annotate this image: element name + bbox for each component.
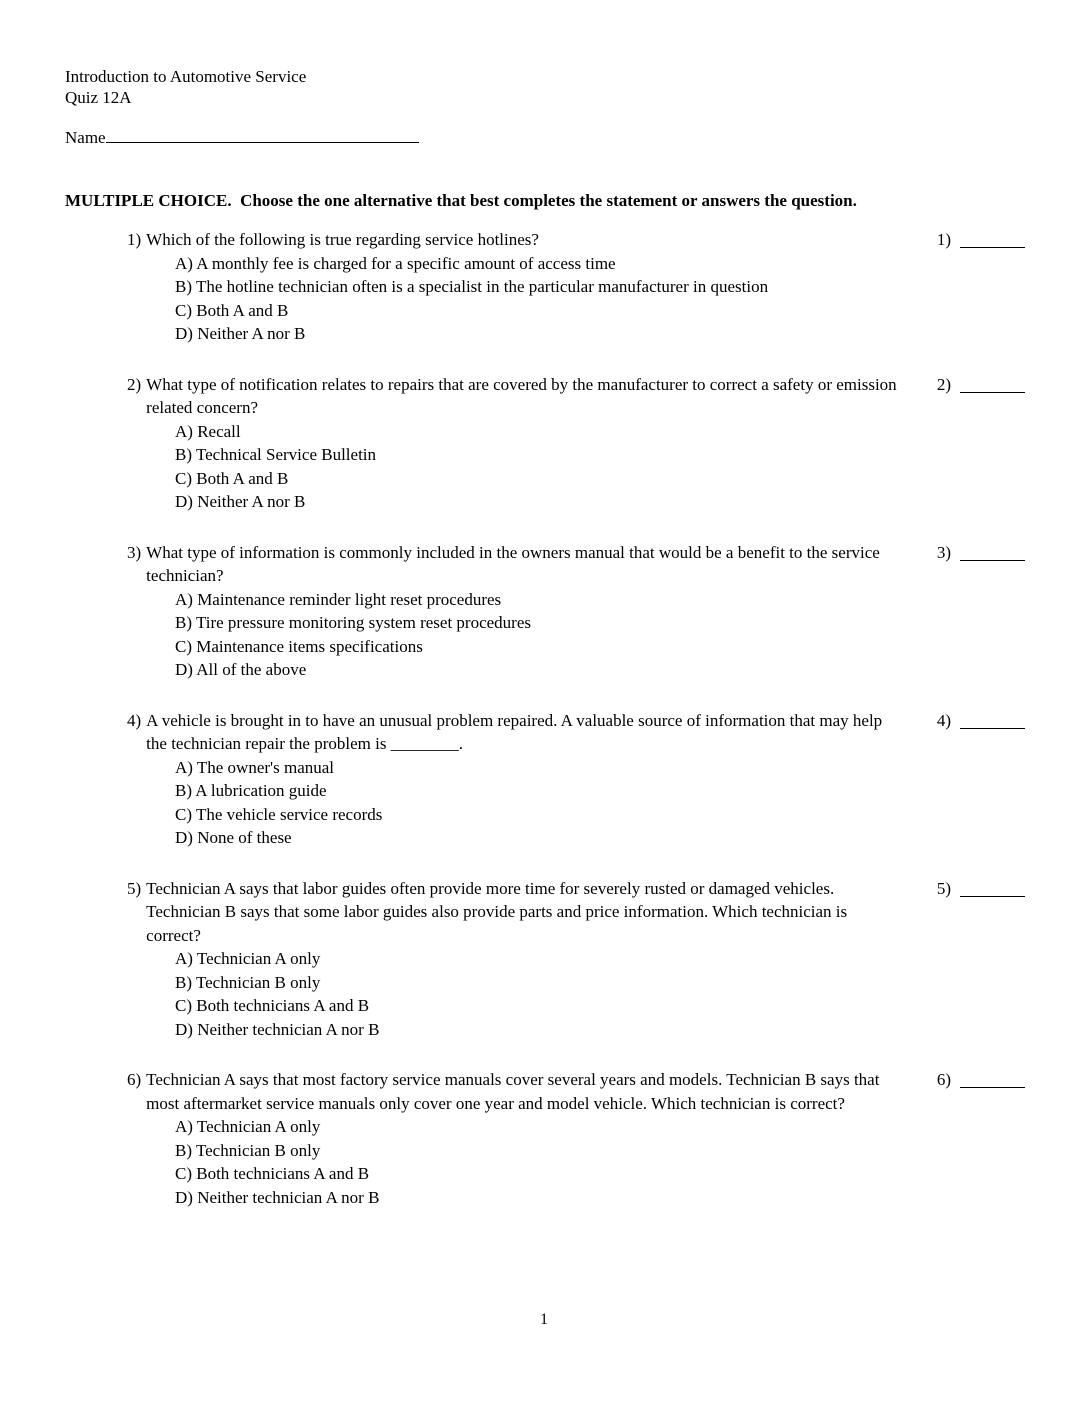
option-c: C) Both A and B bbox=[175, 300, 289, 320]
option-b: B) Technician B only bbox=[175, 972, 321, 992]
option-d: D) None of these bbox=[175, 828, 292, 847]
question-main bbox=[127, 877, 899, 1042]
answer-blank-line bbox=[960, 1068, 1025, 1088]
question-text bbox=[127, 373, 899, 420]
option-d: D) Neither A nor B bbox=[175, 492, 306, 511]
question-text bbox=[127, 1068, 899, 1115]
answer-area bbox=[937, 877, 1025, 901]
question-stem: Technician A says that most factory service manuals cover several years and models. Technician B says that most aftermarket service manuals only cover one year and model vehicle. Which technician is correct? bbox=[146, 1070, 880, 1113]
option-b: B) Tire pressure monitoring system reset procedures bbox=[175, 613, 531, 632]
course-title: Introduction to Automotive Service bbox=[65, 67, 307, 86]
question-block-6 bbox=[65, 1068, 1025, 1209]
option-d: D) All of the above bbox=[175, 660, 307, 679]
question-text bbox=[127, 541, 899, 588]
question-number: 3) bbox=[127, 542, 142, 562]
name-label: Name bbox=[65, 128, 106, 147]
question-text bbox=[127, 228, 899, 252]
option-a: A) Technician A only bbox=[175, 1117, 321, 1136]
answer-number: 6) bbox=[936, 1070, 951, 1089]
answer-number: 3) bbox=[936, 542, 951, 562]
option-b: B) A lubrication guide bbox=[175, 781, 327, 800]
name-row bbox=[65, 125, 1025, 148]
question-main bbox=[127, 1068, 899, 1209]
answer-area bbox=[937, 1068, 1025, 1092]
question-stem: Technician A says that labor guides often provide more time for severely rusted or damaged vehicles. Technician B says that some labor guides also provide parts and price information. Which technician is correct? bbox=[146, 878, 848, 945]
answer-area bbox=[937, 373, 1025, 397]
question-main bbox=[127, 541, 899, 682]
question-number: 5) bbox=[127, 878, 142, 898]
question-stem: What type of notification relates to repairs that are covered by the manufacturer to correct a safety or emission related concern? bbox=[146, 374, 897, 417]
option-a: A) The owner's manual bbox=[175, 757, 335, 777]
option-d: D) Neither A nor B bbox=[175, 324, 306, 343]
option-c: C) The vehicle service records bbox=[175, 804, 383, 824]
question-number: 2) bbox=[127, 374, 142, 394]
quiz-title: Quiz 12A bbox=[65, 88, 132, 107]
question-number: 6) bbox=[127, 1070, 142, 1089]
question-block-1 bbox=[65, 228, 1025, 346]
name-blank-line bbox=[106, 125, 419, 143]
option-a: A) Technician A only bbox=[175, 949, 321, 968]
option-b: B) Technical Service Bulletin bbox=[175, 445, 377, 464]
question-stem: A vehicle is brought in to have an unusual problem repaired. A valuable source of information that may help the technician repair the problem is ________. bbox=[146, 710, 883, 753]
answer-blank-line bbox=[960, 877, 1025, 897]
answer-blank-line bbox=[960, 709, 1025, 729]
option-c: C) Maintenance items specifications bbox=[175, 636, 423, 656]
questions-list bbox=[65, 228, 1025, 1209]
question-stem: Which of the following is true regarding service hotlines? bbox=[146, 230, 539, 249]
option-d: D) Neither technician A nor B bbox=[175, 1187, 380, 1207]
answer-blank-line bbox=[960, 228, 1025, 248]
answer-number: 5) bbox=[936, 878, 951, 898]
answer-blank-line bbox=[960, 373, 1025, 393]
answer-area bbox=[937, 709, 1025, 733]
answer-number: 4) bbox=[936, 710, 951, 730]
answer-number: 1) bbox=[936, 230, 951, 249]
question-block-3 bbox=[65, 541, 1025, 682]
option-c: C) Both technicians A and B bbox=[175, 1164, 370, 1183]
option-b: B) The hotline technician often is a specialist in the particular manufacturer in question bbox=[175, 277, 769, 296]
instructions: MULTIPLE CHOICE. Choose the one alternative that best completes the statement or answers the question. bbox=[65, 191, 857, 210]
option-a: A) Maintenance reminder light reset procedures bbox=[175, 589, 502, 609]
question-block-2 bbox=[65, 373, 1025, 514]
question-block-4 bbox=[65, 709, 1025, 850]
question-main bbox=[127, 373, 899, 514]
question-text bbox=[127, 709, 899, 756]
answer-blank-line bbox=[960, 541, 1025, 561]
question-stem: What type of information is commonly included in the owners manual that would be a benefit to the service technician? bbox=[146, 542, 880, 585]
answer-area bbox=[937, 228, 1025, 252]
page-number: 1 bbox=[540, 1311, 548, 1328]
question-number: 4) bbox=[127, 710, 142, 730]
option-a: A) Recall bbox=[175, 421, 241, 441]
question-block-5 bbox=[65, 877, 1025, 1042]
question-number: 1) bbox=[127, 230, 142, 249]
question-main bbox=[127, 709, 899, 850]
option-c: C) Both technicians A and B bbox=[175, 996, 370, 1015]
option-d: D) Neither technician A nor B bbox=[175, 1019, 380, 1039]
question-main bbox=[127, 228, 899, 346]
answer-area bbox=[937, 541, 1025, 565]
answer-number: 2) bbox=[936, 374, 951, 394]
option-b: B) Technician B only bbox=[175, 1140, 321, 1160]
option-c: C) Both A and B bbox=[175, 468, 289, 488]
question-text bbox=[127, 877, 899, 948]
option-a: A) A monthly fee is charged for a specific amount of access time bbox=[175, 253, 616, 273]
